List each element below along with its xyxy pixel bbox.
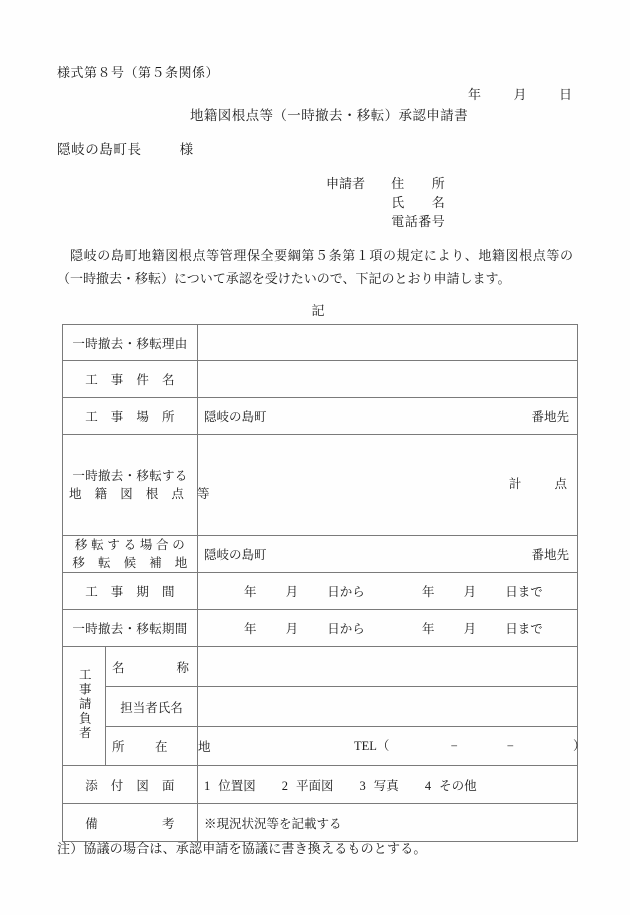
tel-dash-1: − xyxy=(450,738,458,753)
row-label-removal-period: 一時撤去・移転期間 xyxy=(63,610,198,647)
attachment-num-3: 3 xyxy=(359,778,366,793)
contractor-vertical-label xyxy=(63,647,106,766)
project-place-town: 隠岐の島町 xyxy=(204,410,267,424)
table-row-project-place xyxy=(63,398,578,435)
contractor-name-value[interactable] xyxy=(198,647,578,687)
removal-period-day-to: 日まで xyxy=(505,622,543,636)
ki-marker: 記 xyxy=(311,303,325,318)
page-title: 地籍図根点等（一時撤去・移転）承認申請書 xyxy=(190,108,468,123)
row-label-project-place: 工 事 場 所 xyxy=(63,398,198,435)
table-row-contractor-name xyxy=(63,647,578,687)
applicant-block xyxy=(326,174,445,231)
row-label-reason: 一時撤去・移転理由 xyxy=(63,325,198,361)
addressee-name: 隠岐の島町長 xyxy=(57,142,142,157)
application-table xyxy=(62,324,586,842)
addressee xyxy=(57,138,194,158)
date-year-label: 年 xyxy=(467,87,481,102)
candidate-place-town: 隠岐の島町 xyxy=(204,548,267,562)
work-period-year-from: 年 xyxy=(244,585,257,599)
attachment-options xyxy=(204,779,503,793)
work-period-month-from: 月 xyxy=(285,585,299,599)
table-row-contractor-address xyxy=(63,727,578,766)
attachment-num-2: 2 xyxy=(281,778,289,793)
applicant-label: 申請者 xyxy=(326,176,366,191)
row-value-target-points[interactable] xyxy=(198,435,578,536)
applicant-phone-row xyxy=(326,212,445,231)
date-month-label: 月 xyxy=(513,87,527,102)
table-row-work-period xyxy=(63,573,578,610)
work-period-day-to: 日まで xyxy=(505,585,543,599)
attachment-item-4[interactable]: その他 xyxy=(439,778,477,793)
attachment-item-3[interactable]: 写真 xyxy=(373,778,399,793)
row-label-target-points xyxy=(63,435,210,536)
row-value-removal-period[interactable] xyxy=(198,610,578,647)
row-value-reason[interactable] xyxy=(198,325,578,361)
row-label-candidate-place-line1: 移 転 す る 場 合 の xyxy=(74,538,186,552)
row-value-remarks[interactable]: ※現況状況等を記載する xyxy=(198,804,578,842)
applicant-address-row xyxy=(326,174,445,193)
work-period-fields xyxy=(204,585,543,599)
attachment-num-4: 4 xyxy=(424,778,432,793)
row-value-project-name[interactable] xyxy=(198,361,578,398)
candidate-place-suffix: 番地先 xyxy=(531,548,569,562)
date-day-label: 日 xyxy=(558,87,572,102)
removal-period-fields xyxy=(204,622,543,636)
row-value-work-period[interactable] xyxy=(198,573,578,610)
applicant-name-row xyxy=(326,193,445,212)
row-label-work-period: 工 事 期 間 xyxy=(63,573,198,610)
removal-period-day-from: 日から xyxy=(327,622,365,636)
contractor-contact-value[interactable] xyxy=(198,687,578,727)
contractor-contact-label: 担当者氏名 xyxy=(106,687,198,727)
contractor-vertical-label-text: 工事請負者 xyxy=(77,667,92,741)
table-row-candidate-place xyxy=(63,536,578,573)
total-label: 計 xyxy=(508,477,522,491)
table-row-target-points xyxy=(63,435,578,536)
date-line xyxy=(468,84,572,103)
table-row-remarks xyxy=(63,804,578,842)
footnote: 注）協議の場合は、承認申請を協議に書き換えるものとする。 xyxy=(57,841,427,856)
row-label-target-points-line1: 一時撤去・移転する xyxy=(72,469,188,483)
body-paragraph: 隠岐の島町地籍図根点等管理保全要綱第５条第１項の規定により、地籍図根点等の（一時撤去・移転）について承認を受けたいので、下記のとおり申請します。 xyxy=(57,248,573,286)
removal-period-month-to: 月 xyxy=(463,622,477,636)
row-label-remarks: 備 考 xyxy=(63,804,198,842)
contractor-tel-line xyxy=(204,736,586,757)
removal-period-year-to: 年 xyxy=(421,622,435,636)
target-points-total xyxy=(204,474,571,496)
applicant-name-label: 氏 名 xyxy=(391,195,446,210)
attachment-num-1: 1 xyxy=(204,778,211,793)
addressee-honorific: 様 xyxy=(179,142,194,157)
table-row-removal-period xyxy=(63,610,578,647)
work-period-month-to: 月 xyxy=(463,585,477,599)
table-row-project-name xyxy=(63,361,578,398)
row-label-project-name: 工 事 件 名 xyxy=(63,361,198,398)
row-value-candidate-place[interactable] xyxy=(198,536,578,573)
form-number: 様式第８号（第５条関係） xyxy=(57,65,220,80)
contractor-address-label: 所 在 地 xyxy=(106,727,198,766)
removal-period-year-from: 年 xyxy=(244,622,257,636)
work-period-day-from: 日から xyxy=(327,585,365,599)
removal-period-month-from: 月 xyxy=(285,622,299,636)
attachment-item-1[interactable]: 位置図 xyxy=(218,778,256,793)
contractor-address-value[interactable] xyxy=(198,727,586,766)
row-label-attachments: 添 付 図 面 xyxy=(63,766,198,804)
tel-close-paren: ） xyxy=(572,738,586,753)
total-unit: 点 xyxy=(554,477,567,491)
row-value-project-place[interactable] xyxy=(198,398,578,435)
tel-dash-2: − xyxy=(506,738,514,753)
row-label-candidate-place xyxy=(63,536,198,573)
table-row-reason xyxy=(63,325,578,361)
table-row-contractor-contact xyxy=(63,687,578,727)
contractor-name-label: 名 称 xyxy=(106,647,198,687)
work-period-year-to: 年 xyxy=(421,585,435,599)
table-row-attachments xyxy=(63,766,578,804)
row-value-attachments[interactable] xyxy=(198,766,578,804)
applicant-address-label: 住 所 xyxy=(391,176,446,191)
row-label-target-points-line2: 地 籍 図 根 点 等 xyxy=(69,487,210,501)
applicant-phone-label: 電話番号 xyxy=(391,214,446,229)
tel-label: TEL（ xyxy=(354,738,390,753)
project-place-suffix: 番地先 xyxy=(531,410,569,424)
row-label-candidate-place-line2: 移 転 候 補 地 xyxy=(72,556,188,570)
attachment-item-2[interactable]: 平面図 xyxy=(296,778,334,793)
